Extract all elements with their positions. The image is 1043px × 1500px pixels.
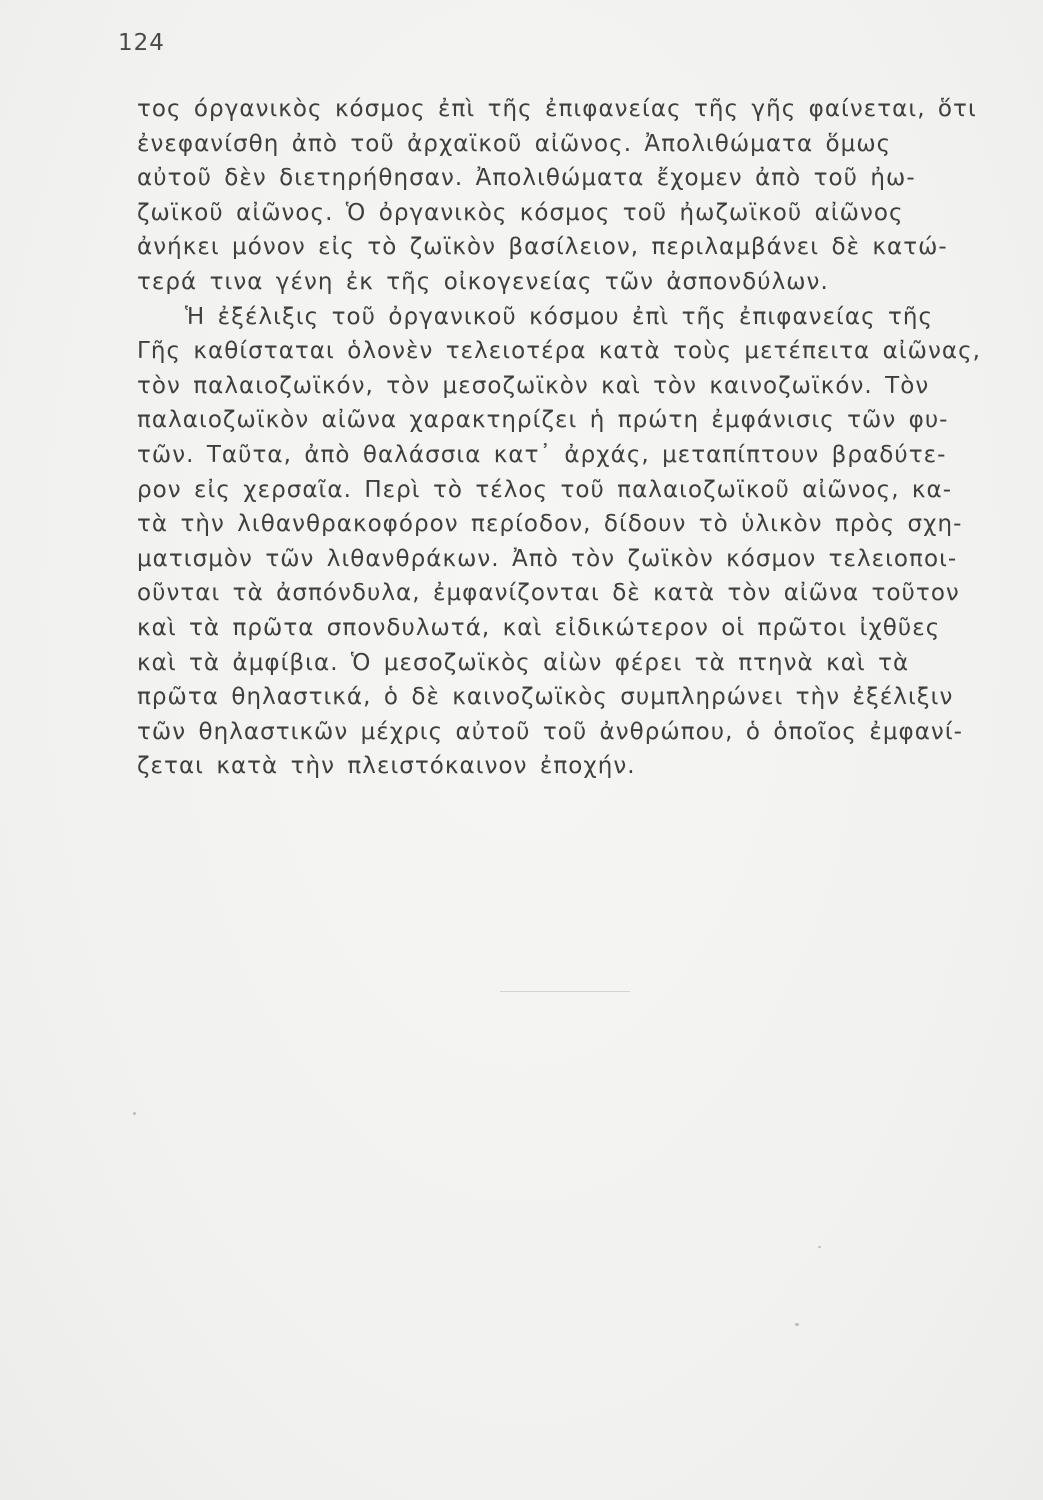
paper-speck	[818, 1246, 821, 1248]
text-line: αὐτοῦ δὲν διετηρήθησαν. Ἀπολιθώματα ἔχομεν ἀπὸ τοῦ ἠω-	[137, 165, 916, 192]
paper-speck	[795, 1323, 799, 1326]
text-line: ζεται κατὰ τὴν πλειστόκαινον ἐποχήν.	[137, 753, 636, 780]
text-line: τος όργανικὸς κόσμος ἐπὶ τῆς ἐπιφανείας τῆς γῆς φαίνεται, ὅτι	[137, 96, 977, 122]
page-number: 124	[118, 30, 165, 56]
paper-speck	[133, 1112, 136, 1115]
bleed-through-rule	[500, 991, 630, 992]
text-line: παλαιοζωϊκὸν αἰῶνα χαρακτηρίζει ἡ πρώτη ἐμφάνισις τῶν φυ-	[137, 407, 949, 434]
text-line: οῦνται τὰ ἀσπόνδυλα, ἐμφανίζονται δὲ κατὰ τὸν αἰῶνα τοῦτον	[137, 580, 960, 607]
text-line: Γῆς καθίσταται ὁλονὲν τελειοτέρα κατὰ τοὺς μετέπειτα αἰῶνας,	[137, 338, 982, 365]
text-line: τὰ τὴν λιθανθρακοφόρον περίοδον, δίδουν τὸ ὑλικὸν πρὸς σχη-	[137, 511, 963, 538]
text-line: καὶ τὰ πρῶτα σπονδυλωτά, καὶ εἰδικώτερον οἱ πρῶτοι ἰχθῦες	[137, 614, 941, 641]
text-line: τὸν παλαιοζωϊκόν, τὸν μεσοζωϊκὸν καὶ τὸν καινοζωϊκόν. Τὸν	[137, 372, 930, 399]
text-line: ρον εἰς χερσαῖα. Περὶ τὸ τέλος τοῦ παλαιοζωϊκοῦ αἰῶνος, κα-	[137, 476, 953, 503]
text-line: ματισμὸν τῶν λιθανθράκων. Ἀπὸ τὸν ζωϊκὸν κόσμον τελειοποι-	[137, 545, 958, 572]
text-line: ἀνήκει μόνον εἰς τὸ ζωϊκὸν βασίλειον, περιλαμβάνει δὲ κατώ-	[137, 234, 948, 261]
text-line: ἐνεφανίσθη ἀπὸ τοῦ ἀρχαϊκοῦ αἰῶνος. Ἀπολιθώματα ὅμως	[137, 130, 892, 157]
text-line: τῶν. Ταῦτα, ἀπὸ θαλάσσια κατ᾽ ἀρχάς, μεταπίπτουν βραδύτε-	[137, 441, 947, 468]
text-line: ζωϊκοῦ αἰῶνος. Ὁ ὀργανικὸς κόσμος τοῦ ἠωζωϊκοῦ αἰῶνος	[137, 199, 904, 226]
text-line: τερά τινα γένη ἐκ τῆς οἰκογενείας τῶν ἀσπονδύλων.	[137, 268, 829, 295]
text-line: καὶ τὰ ἀμφίβια. Ὁ μεσοζωϊκὸς αἰὼν φέρει τὰ πτηνὰ καὶ τὰ	[137, 649, 910, 676]
paragraph-start-line: Ἡ ἐξέλιξις τοῦ ὀργανικοῦ κόσμου ἐπὶ τῆς ἐπιφανείας τῆς	[185, 303, 934, 330]
body-text	[137, 92, 1017, 784]
text-line: πρῶτα θηλαστικά, ὁ δὲ καινοζωϊκὸς συμπληρώνει τὴν ἐξέλιξιν	[137, 684, 954, 711]
text-line: τῶν θηλαστικῶν μέχρις αὐτοῦ τοῦ ἀνθρώπου, ὁ ὁποῖος ἐμφανί-	[137, 718, 964, 745]
